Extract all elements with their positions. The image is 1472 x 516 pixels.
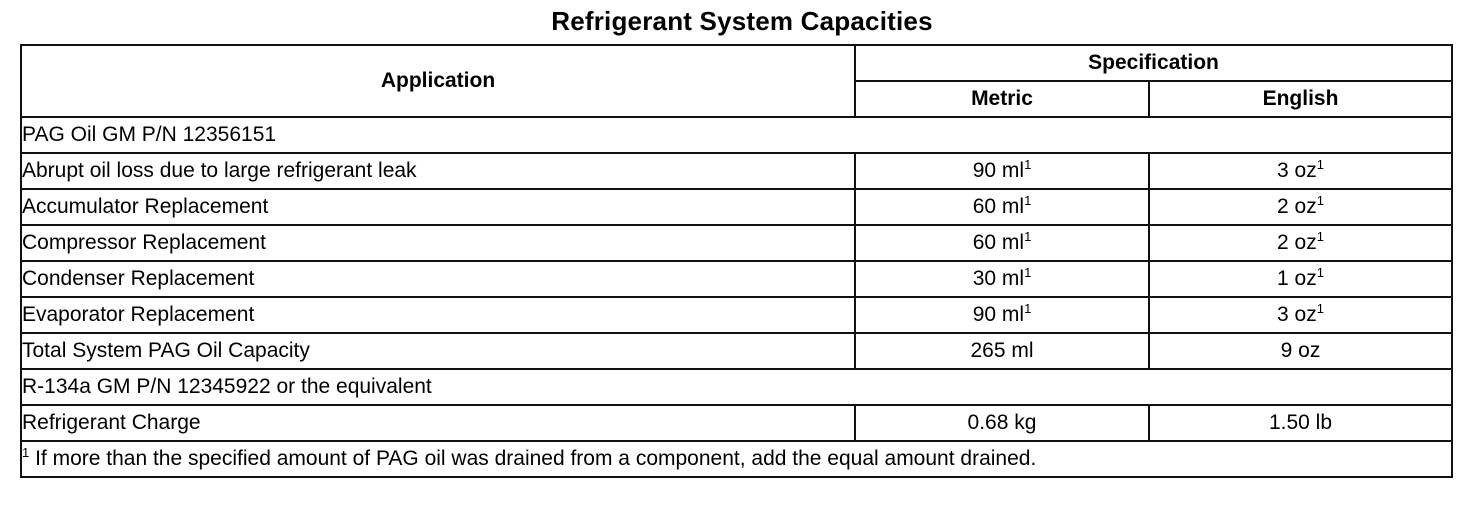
capacities-table bbox=[20, 44, 1453, 478]
footnote-marker: 1 bbox=[1024, 229, 1032, 244]
metric-cell bbox=[855, 297, 1149, 333]
english-value: 1.50 lb bbox=[1268, 411, 1333, 434]
footnote-marker: 1 bbox=[1024, 265, 1032, 280]
group-label: PAG Oil GM P/N 12356151 bbox=[21, 117, 1452, 153]
application-cell: Total System PAG Oil Capacity bbox=[21, 333, 855, 369]
group-label: R-134a GM P/N 12345922 or the equivalent bbox=[21, 369, 1452, 405]
header-row-1 bbox=[21, 45, 1452, 81]
application-cell: Accumulator Replacement bbox=[21, 189, 855, 225]
english-cell bbox=[1149, 333, 1452, 369]
english-value: 2 oz bbox=[1277, 231, 1317, 254]
english-cell bbox=[1149, 225, 1452, 261]
metric-cell bbox=[855, 405, 1149, 441]
footnote-text: If more than the specified amount of PAG oil was drained from a component, add the equal amount drained. bbox=[35, 447, 1037, 470]
table-row bbox=[21, 333, 1452, 369]
group-row-pag-oil bbox=[21, 117, 1452, 153]
metric-cell bbox=[855, 225, 1149, 261]
header-application: Application bbox=[21, 45, 855, 117]
application-cell: Evaporator Replacement bbox=[21, 297, 855, 333]
metric-cell bbox=[855, 189, 1149, 225]
footnote-marker: 1 bbox=[1316, 193, 1324, 208]
english-value: 1 oz bbox=[1277, 267, 1317, 290]
application-cell: Refrigerant Charge bbox=[21, 405, 855, 441]
metric-cell bbox=[855, 333, 1149, 369]
table-row bbox=[21, 297, 1452, 333]
header-specification: Specification bbox=[855, 45, 1452, 81]
metric-value: 30 ml bbox=[972, 267, 1025, 290]
table-row bbox=[21, 153, 1452, 189]
footnote-marker: 1 bbox=[1316, 301, 1324, 316]
english-value: 3 oz bbox=[1277, 303, 1317, 326]
english-cell bbox=[1149, 153, 1452, 189]
application-cell: Compressor Replacement bbox=[21, 225, 855, 261]
footnote-marker: 1 bbox=[22, 445, 30, 460]
table-row bbox=[21, 405, 1452, 441]
header-metric: Metric bbox=[855, 81, 1149, 117]
english-value: 2 oz bbox=[1277, 195, 1317, 218]
footnote-cell bbox=[21, 441, 1452, 477]
english-cell bbox=[1149, 189, 1452, 225]
metric-value: 265 ml bbox=[970, 339, 1034, 362]
metric-value: 60 ml bbox=[972, 195, 1025, 218]
application-cell: Condenser Replacement bbox=[21, 261, 855, 297]
metric-cell bbox=[855, 153, 1149, 189]
footnote-marker: 1 bbox=[1024, 157, 1032, 172]
metric-value: 60 ml bbox=[972, 231, 1025, 254]
metric-value: 90 ml bbox=[972, 303, 1025, 326]
table-row bbox=[21, 225, 1452, 261]
metric-cell bbox=[855, 261, 1149, 297]
table-row bbox=[21, 261, 1452, 297]
metric-value: 0.68 kg bbox=[967, 411, 1037, 434]
footnote-row bbox=[21, 441, 1452, 477]
footnote-marker: 1 bbox=[1024, 193, 1032, 208]
header-english: English bbox=[1149, 81, 1452, 117]
table-row bbox=[21, 189, 1452, 225]
english-value: 3 oz bbox=[1277, 159, 1317, 182]
english-cell bbox=[1149, 405, 1452, 441]
english-cell bbox=[1149, 261, 1452, 297]
english-value: 9 oz bbox=[1280, 339, 1321, 362]
table-title: Refrigerant System Capacities bbox=[551, 6, 933, 36]
english-cell bbox=[1149, 297, 1452, 333]
footnote-marker: 1 bbox=[1316, 229, 1324, 244]
group-row-refrigerant bbox=[21, 369, 1452, 405]
footnote-marker: 1 bbox=[1316, 157, 1324, 172]
footnote-marker: 1 bbox=[1316, 265, 1324, 280]
application-cell: Abrupt oil loss due to large refrigerant leak bbox=[21, 153, 855, 189]
footnote-marker: 1 bbox=[1024, 301, 1032, 316]
metric-value: 90 ml bbox=[972, 159, 1025, 182]
